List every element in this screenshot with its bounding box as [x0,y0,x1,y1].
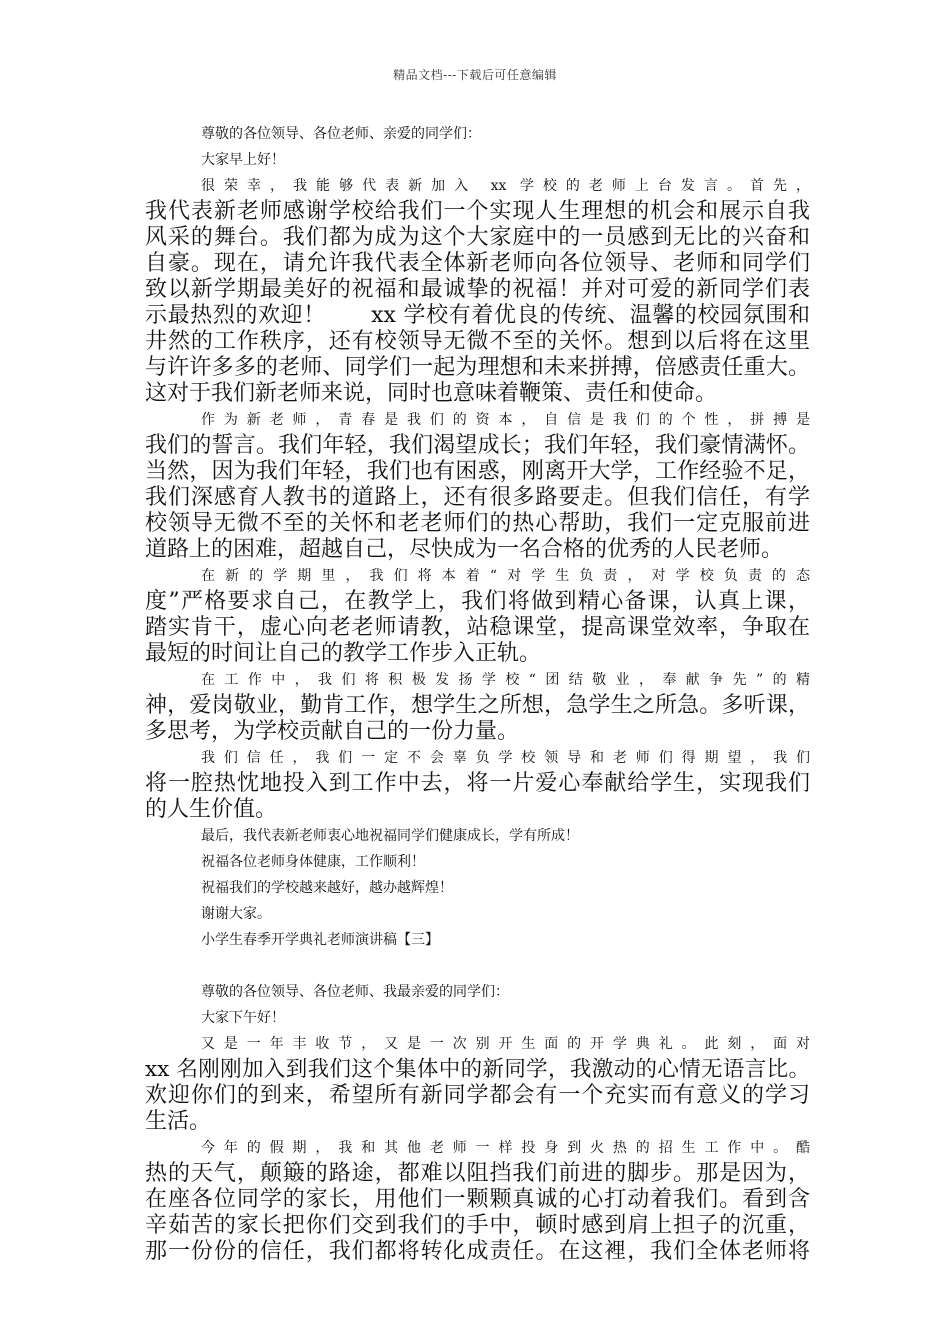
text-line: 热的天气，颠簸的路途，都难以阻挡我们前进的脚步。那是因为， [145,1161,810,1186]
text-line: 最后，我代表新老师衷心地祝福同学们健康成长，学有所成！ [201,828,579,844]
text-line: 祝福各位老师身体健康，工作顺利！ [201,854,425,870]
text-line: 又是一年丰收节，又是一次别开生面的开学典礼。此刻，面对 [201,1036,810,1052]
text-line: 欢迎你们的到来，希望所有新同学都会有一个充实而有意义的学习 [145,1083,810,1108]
text-line: 在座各位同学的家长，用他们一颗颗真诚的心打动着我们。看到含 [145,1187,810,1212]
text-line: 度”严格要求自己，在教学上，我们将做到精心备课，认真上课， [145,589,810,614]
page-header: 精品文档---下载后可任意编辑 [393,68,557,82]
text-line: 我们信任，我们一定不会辜负学校领导和老师们得期望，我们 [201,750,810,766]
text-line: 作为新老师，青春是我们的资本，自信是我们的个性，拼搏是 [201,412,810,428]
document-body [145,121,810,1265]
text-line: 踏实肯干，虚心向老老师请教，站稳课堂，提高课堂效率，争取在 [145,615,810,640]
text-line: 的人生价值。 [145,797,278,822]
text-line: 井然的工作秩序，还有校领导无微不至的关怀。想到以后将在这里 [145,329,810,354]
text-line: 这对于我们新老师来说，同时也意味着鞭策、责任和使命。 [145,381,718,406]
text-line: 我们的誓言。我们年轻，我们渴望成长；我们年轻，我们豪情满怀。 [145,433,810,458]
text-line: 今年的假期，我和其他老师一样投身到火热的招生工作中。酷 [201,1140,810,1156]
text-line: 那一份份的信任，我们都将转化成责任。在这裡，我们全体老师将 [145,1239,810,1264]
text-line: 致以新学期最美好的祝福和最诚挚的祝福！并对可爱的新同学们表 [145,277,810,302]
text-line: 在工作中，我们将积极发扬学校“团结敬业，奉献争先”的精 [201,672,810,688]
text-line: 大家早上好！ [201,152,285,168]
text-line: 祝福我们的学校越来越好，越办越辉煌！ [201,880,453,896]
text-line: 尊敬的各位领导、各位老师、亲爱的同学们： [201,126,481,142]
text-line: 很荣幸，我能够代表新加入 xx 学校的老师上台发言。首先， [201,178,810,194]
text-line: 多思考，为学校贡献自己的一份力量。 [145,719,520,744]
text-line: 将一腔热忱地投入到工作中去，将一片爱心奉献给学生，实现我们 [145,771,810,796]
text-line: 生活。 [145,1109,212,1134]
text-line: 示最热烈的欢迎！ xx 学校有着优良的传统、温馨的校园氛围和 [145,303,810,328]
text-line: 大家下午好！ [201,1010,285,1026]
text-line: 神，爱岗敬业，勤肯工作，想学生之所想，急学生之所急。多听课， [145,693,810,718]
text-line: 谢谢大家。 [201,906,271,922]
text-line: 最短的时间让自己的教学工作步入正轨。 [145,641,542,666]
text-line: 在新的学期里，我们将本着“对学生负责，对学校负责的态 [201,568,810,584]
text-line: 道路上的困难，超越自己，尽快成为一名合格的优秀的人民老师。 [145,537,784,562]
text-line: 当然，因为我们年轻，我们也有困惑，刚离开大学，工作经验不足， [145,459,810,484]
text-line: 小学生春季开学典礼老师演讲稿【三】 [201,932,439,948]
text-line: 校领导无微不至的关怀和老老师们的热心帮助，我们一定克服前进 [145,511,810,536]
text-line: 自豪。现在，请允许我代表全体新老师向各位领导、老师和同学们 [145,251,810,276]
text-line: 辛茹苦的家长把你们交到我们的手中，顿时感到肩上担子的沉重， [145,1213,810,1238]
text-line: 我们深感育人教书的道路上，还有很多路要走。但我们信任，有学 [145,485,810,510]
text-line: 与许许多多的老师、同学们一起为理想和未来拼搏，倍感责任重大。 [145,355,810,380]
blank-line [145,953,810,979]
text-line: 我代表新老师感谢学校给我们一个实现人生理想的机会和展示自我 [145,199,810,224]
text-line: 尊敬的各位领导、各位老师、我最亲爱的同学们： [201,984,509,1000]
text-line: xx 名刚刚加入到我们这个集体中的新同学，我激动的心情无语言比。 [145,1057,810,1082]
text-line: 风采的舞台。我们都为成为这个大家庭中的一员感到无比的兴奋和 [145,225,810,250]
